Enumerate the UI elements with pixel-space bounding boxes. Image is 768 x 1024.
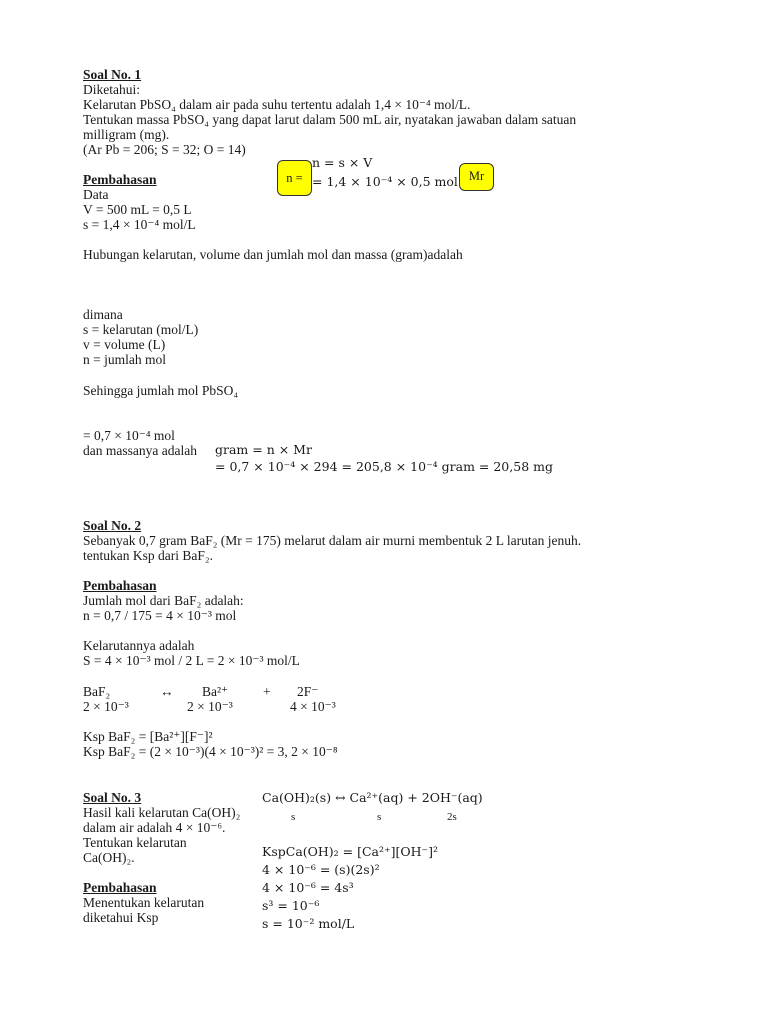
soal2-line2: tentukan Ksp dari BaF₂. xyxy=(83,548,213,563)
soal3-s-label-1: s xyxy=(291,811,296,823)
soal3-eq4: s³ = 10⁻⁶ xyxy=(262,898,320,913)
soal3-s-label-2: s xyxy=(377,811,382,823)
eq-gram-line1: gram = n × Mr xyxy=(215,442,312,457)
soal2-ksp2: Ksp BaF₂ = (2 × 10⁻³)(4 × 10⁻³)² = 3, 2 × 10⁻⁸ xyxy=(83,744,338,759)
soal1-line4: (Ar Pb = 206; S = 32; O = 14) xyxy=(83,142,246,157)
soal1-line3: milligram (mg). xyxy=(83,127,170,142)
soal3-heading: Soal No. 3 xyxy=(83,790,142,805)
soal3-eq2: 4 × 10⁻⁶ = (s)(2s)² xyxy=(262,862,380,877)
eq-n-line1: n = s × V xyxy=(312,155,373,170)
soal3-s-label-3: 2s xyxy=(447,811,457,823)
soal1-def-n: n = jumlah mol xyxy=(83,352,166,367)
n-equals-box: n = xyxy=(277,160,312,196)
soal1-line1: Kelarutan PbSO₄ dalam air pada suhu tertentu adalah 1,4 × 10⁻⁴ mol/L. xyxy=(83,97,471,112)
conc-ba: 2 × 10⁻³ xyxy=(187,699,233,714)
soal1-line2: Tentukan massa PbSO₄ yang dapat larut dalam 500 mL air, nyatakan jawaban dalam satuan xyxy=(83,112,577,127)
soal1-diketahui: Diketahui: xyxy=(83,82,140,97)
soal3-pembahasan: Pembahasan xyxy=(83,880,157,895)
eq-gram-line2: = 0,7 × 10⁻⁴ × 294 = 205,8 × 10⁻⁴ gram = 20,58 mg xyxy=(215,459,553,474)
soal3-eq5: s = 10⁻² mol/L xyxy=(262,916,355,931)
mr-box: Mr xyxy=(459,163,494,191)
soal3-ksp-eq: KspCa(OH)₂ = [Ca²⁺][OH⁻]² xyxy=(262,844,438,859)
soal1-hubungan: Hubungan kelarutan, volume dan jumlah mol dan massa (gram)adalah xyxy=(83,247,463,262)
soal2-pembahasan: Pembahasan xyxy=(83,578,157,593)
soal3-line2: dalam air adalah 4 × 10⁻⁶. xyxy=(83,820,226,835)
soal3-line1: Hasil kali kelarutan Ca(OH)₂ xyxy=(83,805,241,820)
soal2-kel-label: Kelarutannya adalah xyxy=(83,638,195,653)
soal2-mol-eq: n = 0,7 / 175 = 4 × 10⁻³ mol xyxy=(83,608,237,623)
soal1-data-v: V = 500 mL = 0,5 L xyxy=(83,202,192,217)
soal1-data-label: Data xyxy=(83,187,109,202)
soal3-line6: diketahui Ksp xyxy=(83,910,159,925)
soal3-line3: Tentukan kelarutan xyxy=(83,835,187,850)
soal1-def-v: v = volume (L) xyxy=(83,337,166,352)
soal1-massanya: dan massanya adalah xyxy=(83,443,197,458)
conc-baf2: 2 × 10⁻³ xyxy=(83,699,129,714)
soal3-line5: Menentukan kelarutan xyxy=(83,895,205,910)
soal3-reaction: Ca(OH)₂(s) ↔ Ca²⁺(aq) + 2OH⁻(aq) xyxy=(262,790,483,805)
soal1-dimana: dimana xyxy=(83,307,123,322)
soal2-heading: Soal No. 2 xyxy=(83,518,142,533)
soal1-sehingga: Sehingga jumlah mol PbSO₄ xyxy=(83,383,239,398)
soal2-kel-eq: S = 4 × 10⁻³ mol / 2 L = 2 × 10⁻³ mol/L xyxy=(83,653,300,668)
reaction-arrow: ↔ xyxy=(160,684,174,699)
soal2-ksp1: Ksp BaF₂ = [Ba²⁺][F⁻]² xyxy=(83,729,213,744)
reaction-baf2: BaF₂ xyxy=(83,684,111,699)
soal1-pembahasan: Pembahasan xyxy=(83,172,157,187)
eq-n-line2: = 1,4 × 10⁻⁴ × 0,5 mol xyxy=(312,174,458,189)
conc-f: 4 × 10⁻³ xyxy=(290,699,336,714)
soal1-heading: Soal No. 1 xyxy=(83,67,142,82)
reaction-plus: + xyxy=(263,684,271,699)
soal3-line4: Ca(OH)₂. xyxy=(83,850,135,865)
soal3-eq3: 4 × 10⁻⁶ = 4s³ xyxy=(262,880,354,895)
reaction-ba-ion: Ba²⁺ xyxy=(202,684,229,699)
soal1-data-s: s = 1,4 × 10⁻⁴ mol/L xyxy=(83,217,196,232)
soal1-result-mol: = 0,7 × 10⁻⁴ mol xyxy=(83,428,175,443)
soal2-mol-label: Jumlah mol dari BaF₂ adalah: xyxy=(83,593,244,608)
soal2-line1: Sebanyak 0,7 gram BaF₂ (Mr = 175) melarut dalam air murni membentuk 2 L larutan jenuh. xyxy=(83,533,582,548)
soal1-def-s: s = kelarutan (mol/L) xyxy=(83,322,199,337)
reaction-f-ion: 2F⁻ xyxy=(297,684,319,699)
